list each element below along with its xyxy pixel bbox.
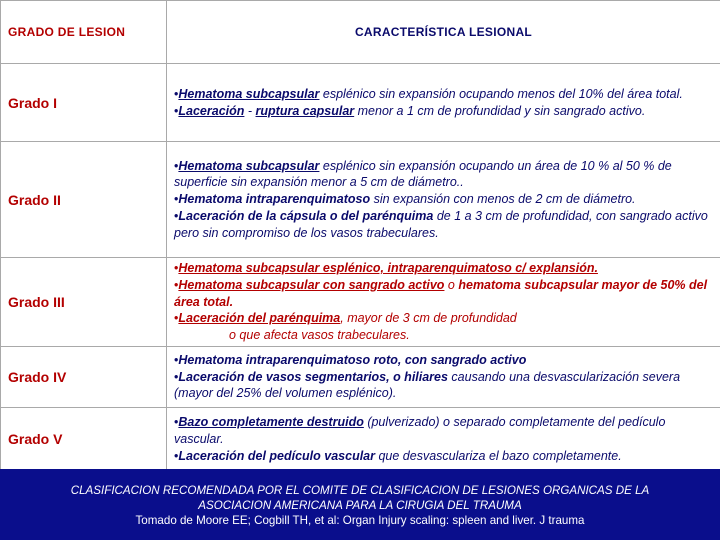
grade-description xyxy=(167,258,720,347)
grade-description xyxy=(167,64,720,142)
table-row xyxy=(1,258,720,347)
header-characteristic: CARACTERÍSTICA LESIONAL xyxy=(167,1,720,64)
grade-description xyxy=(167,407,720,471)
grade-label: Grado III xyxy=(1,258,167,347)
description-line: o que afecta vasos trabeculares. xyxy=(229,328,410,343)
grade-description xyxy=(167,142,720,258)
description-line: •Hematoma subcapsular con sangrado activo o hematoma subcapsular mayor de 50% del área total. xyxy=(174,277,708,309)
footer-line-1: CLASIFICACION RECOMENDADA POR EL COMITE DE CLASIFICACION DE LESIONES ORGANICAS DE LA xyxy=(70,484,650,497)
table-header-row xyxy=(1,1,720,64)
table-row xyxy=(1,64,720,142)
header-grade: GRADO DE LESION xyxy=(1,1,167,64)
source-footer xyxy=(0,469,720,540)
grade-label: Grado I xyxy=(1,64,167,142)
description-line: •Laceración de vasos segmentarios, o hiliares causando una desvascularización severa (mayor del 25% del volumen esplénico). xyxy=(174,369,681,401)
description-line: •Hematoma intraparenquimatoso sin expansión con menos de 2 cm de diámetro. xyxy=(174,192,636,207)
description-line: •Hematoma subcapsular esplénico, intraparenquimatoso c/ explansión. xyxy=(174,261,598,275)
description-line: •Bazo completamente destruido (pulverizado) o separado completamente del pedículo vascular. xyxy=(174,415,666,447)
description-line: •Laceración del pedículo vascular que desvasculariza el bazo completamente. xyxy=(174,448,622,463)
description-line: •Laceración de la cápsula o del parénquima de 1 a 3 cm de profundidad, con sangrado activo pero sin compromiso de los vasos trabeculares. xyxy=(174,208,708,240)
description-line: •Hematoma subcapsular esplénico sin expansión ocupando menos del 10% del área total. xyxy=(174,86,683,101)
description-line: •Laceración del parénquima, mayor de 3 cm de profundidad xyxy=(174,311,517,326)
description-line: •Hematoma subcapsular esplénico sin expansión ocupando un área de 10 % al 50 % de superficie sin expansión menor a 5 cm de diámetro.. xyxy=(174,158,672,190)
grade-description xyxy=(167,346,720,407)
description-line: •Laceración - ruptura capsular menor a 1 cm de profundidad y sin sangrado activo. xyxy=(174,103,646,118)
grade-label: Grado V xyxy=(1,407,167,471)
table-row xyxy=(1,142,720,258)
grade-label: Grado II xyxy=(1,142,167,258)
footer-line-2: ASOCIACION AMERICANA PARA LA CIRUGIA DEL TRAUMA xyxy=(198,499,522,512)
table-row xyxy=(1,346,720,407)
description-line: •Hematoma intraparenquimatoso roto, con sangrado activo xyxy=(174,352,527,367)
footer-citation: Tomado de Moore EE; Cogbill TH, et al: Organ Injury scaling: spleen and liver. J trauma xyxy=(135,514,585,527)
grade-label: Grado IV xyxy=(1,346,167,407)
table-row xyxy=(1,407,720,471)
